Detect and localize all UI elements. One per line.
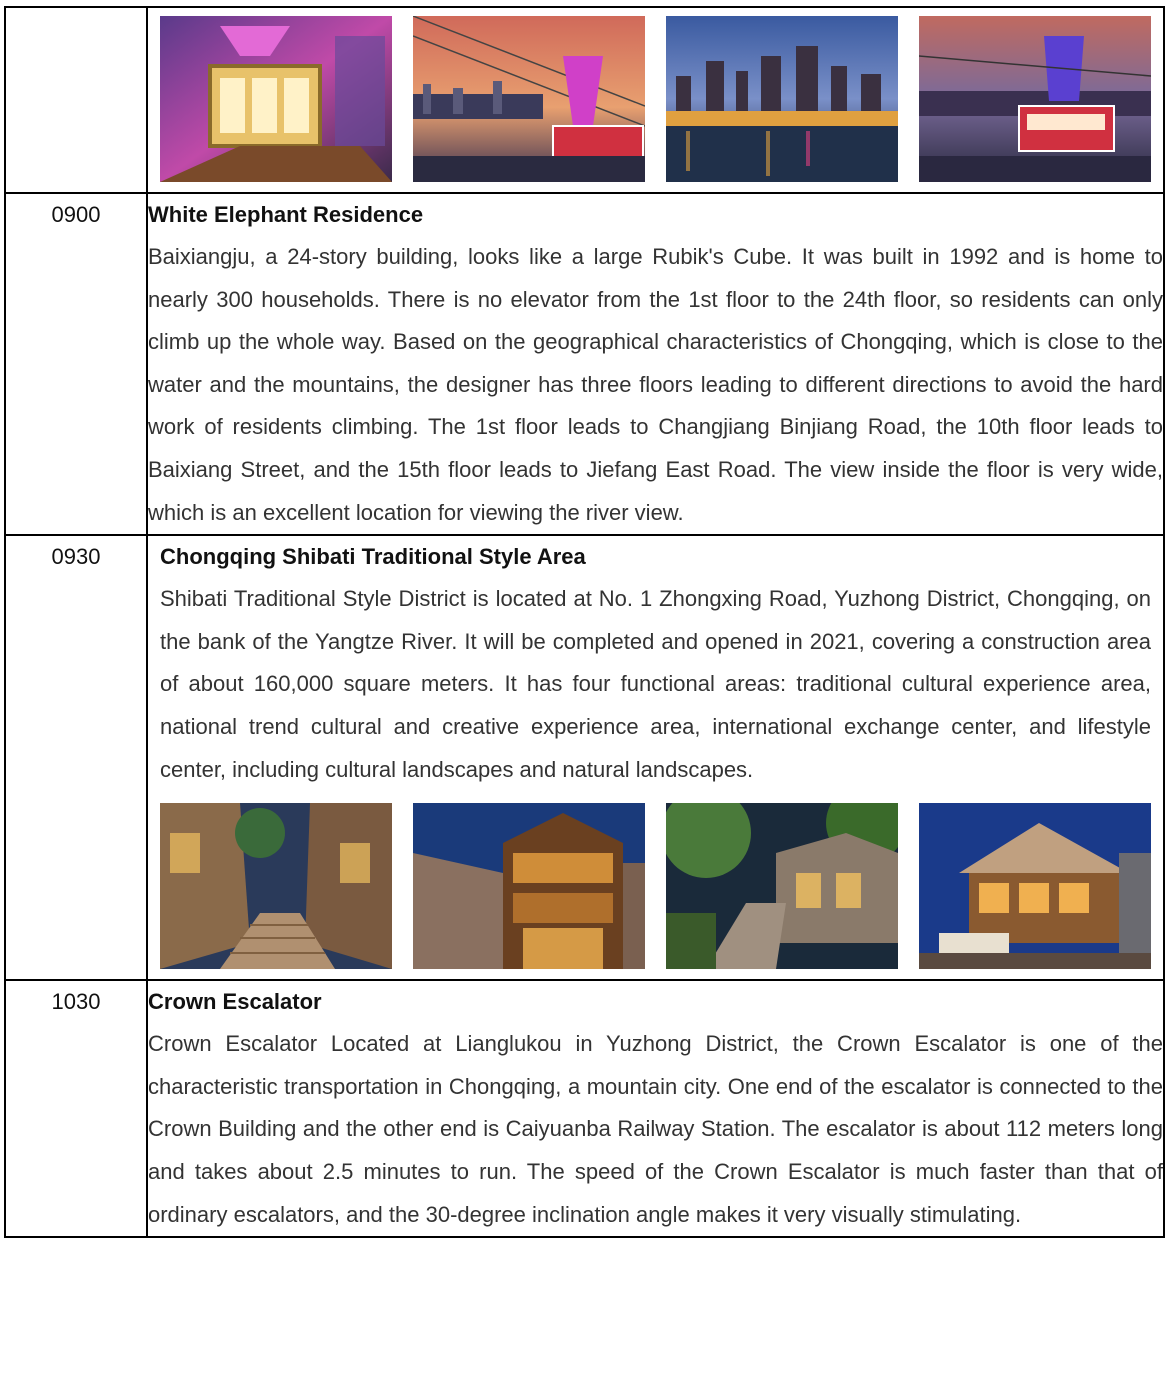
- time-cell: [5, 7, 147, 193]
- table-row: [5, 980, 1164, 1237]
- place-title: Crown Escalator: [148, 989, 322, 1015]
- table-row: [5, 193, 1164, 535]
- place-title: White Elephant Residence: [148, 202, 424, 227]
- place-description: Crown Escalator Located at Lianglukou in Yuzhong District, the Crown Escalator is one of the characteristic transportation in Chongqing, a mountain city. One end of the escalator is connected to the Crown Building and the other end is Caiyuanba Railway Station. The escalator is about 112 meters long and takes about 2.5 minutes to run. The speed of the Crown Escalator is much faster than that of ordinary escalators, and the 30-degree inclination angle makes it very visually stimulating.: [148, 1031, 1163, 1227]
- photo-strip: [148, 791, 1163, 979]
- time-cell: 0900: [5, 193, 147, 535]
- cable-car-station-photo: [160, 16, 392, 182]
- place-description: Baixiangju, a 24-story building, looks like a large Rubik's Cube. It was built in 1992 and is home to nearly 300 households. There is no elevator from the 1st floor to the 24th floor, so residents can only climb up the whole way. Based on the geographical characteristics of Chongqing, which is close to the water and the mountains, the designer has three floors leading to different directions to avoid the hard work of residents climbing. The 1st floor leads to Changjiang Binjiang Road, the 10th floor leads to Baixiang Street, and the 15th floor leads to Jiefang East Road. The view inside the floor is very wide, which is an excellent location for viewing the river view.: [148, 244, 1163, 525]
- city-skyline-night-photo: [666, 16, 898, 182]
- table-row: [5, 7, 1164, 193]
- content-cell: [147, 535, 1164, 980]
- garden-steps-house-photo: [666, 803, 898, 969]
- cable-car-over-river-photo: [919, 16, 1151, 182]
- cable-car-night-river-photo: [413, 16, 645, 182]
- photo-strip: [148, 8, 1163, 192]
- place-description: Shibati Traditional Style District is located at No. 1 Zhongxing Road, Yuzhong District, Chongqing, on the bank of the Yangtze River. It will be completed and opened in 2021, covering a construction area of about 160,000 square meters. It has four functional areas: traditional cultural experience area, national trend cultural and creative experience area, international exchange center, and lifestyle center, including cultural landscapes and natural landscapes.: [160, 586, 1151, 782]
- time-cell: 1030: [5, 980, 147, 1237]
- wooden-stilt-house-photo: [413, 803, 645, 969]
- stone-stairs-alley-photo: [160, 803, 392, 969]
- lit-wooden-hall-photo: [919, 803, 1151, 969]
- place-title: Chongqing Shibati Traditional Style Area: [160, 544, 586, 570]
- table-row: [5, 535, 1164, 980]
- time-cell: 0930: [5, 535, 147, 980]
- content-cell: [147, 7, 1164, 193]
- itinerary-table: [4, 6, 1165, 1238]
- content-cell: [147, 193, 1164, 535]
- content-cell: [147, 980, 1164, 1237]
